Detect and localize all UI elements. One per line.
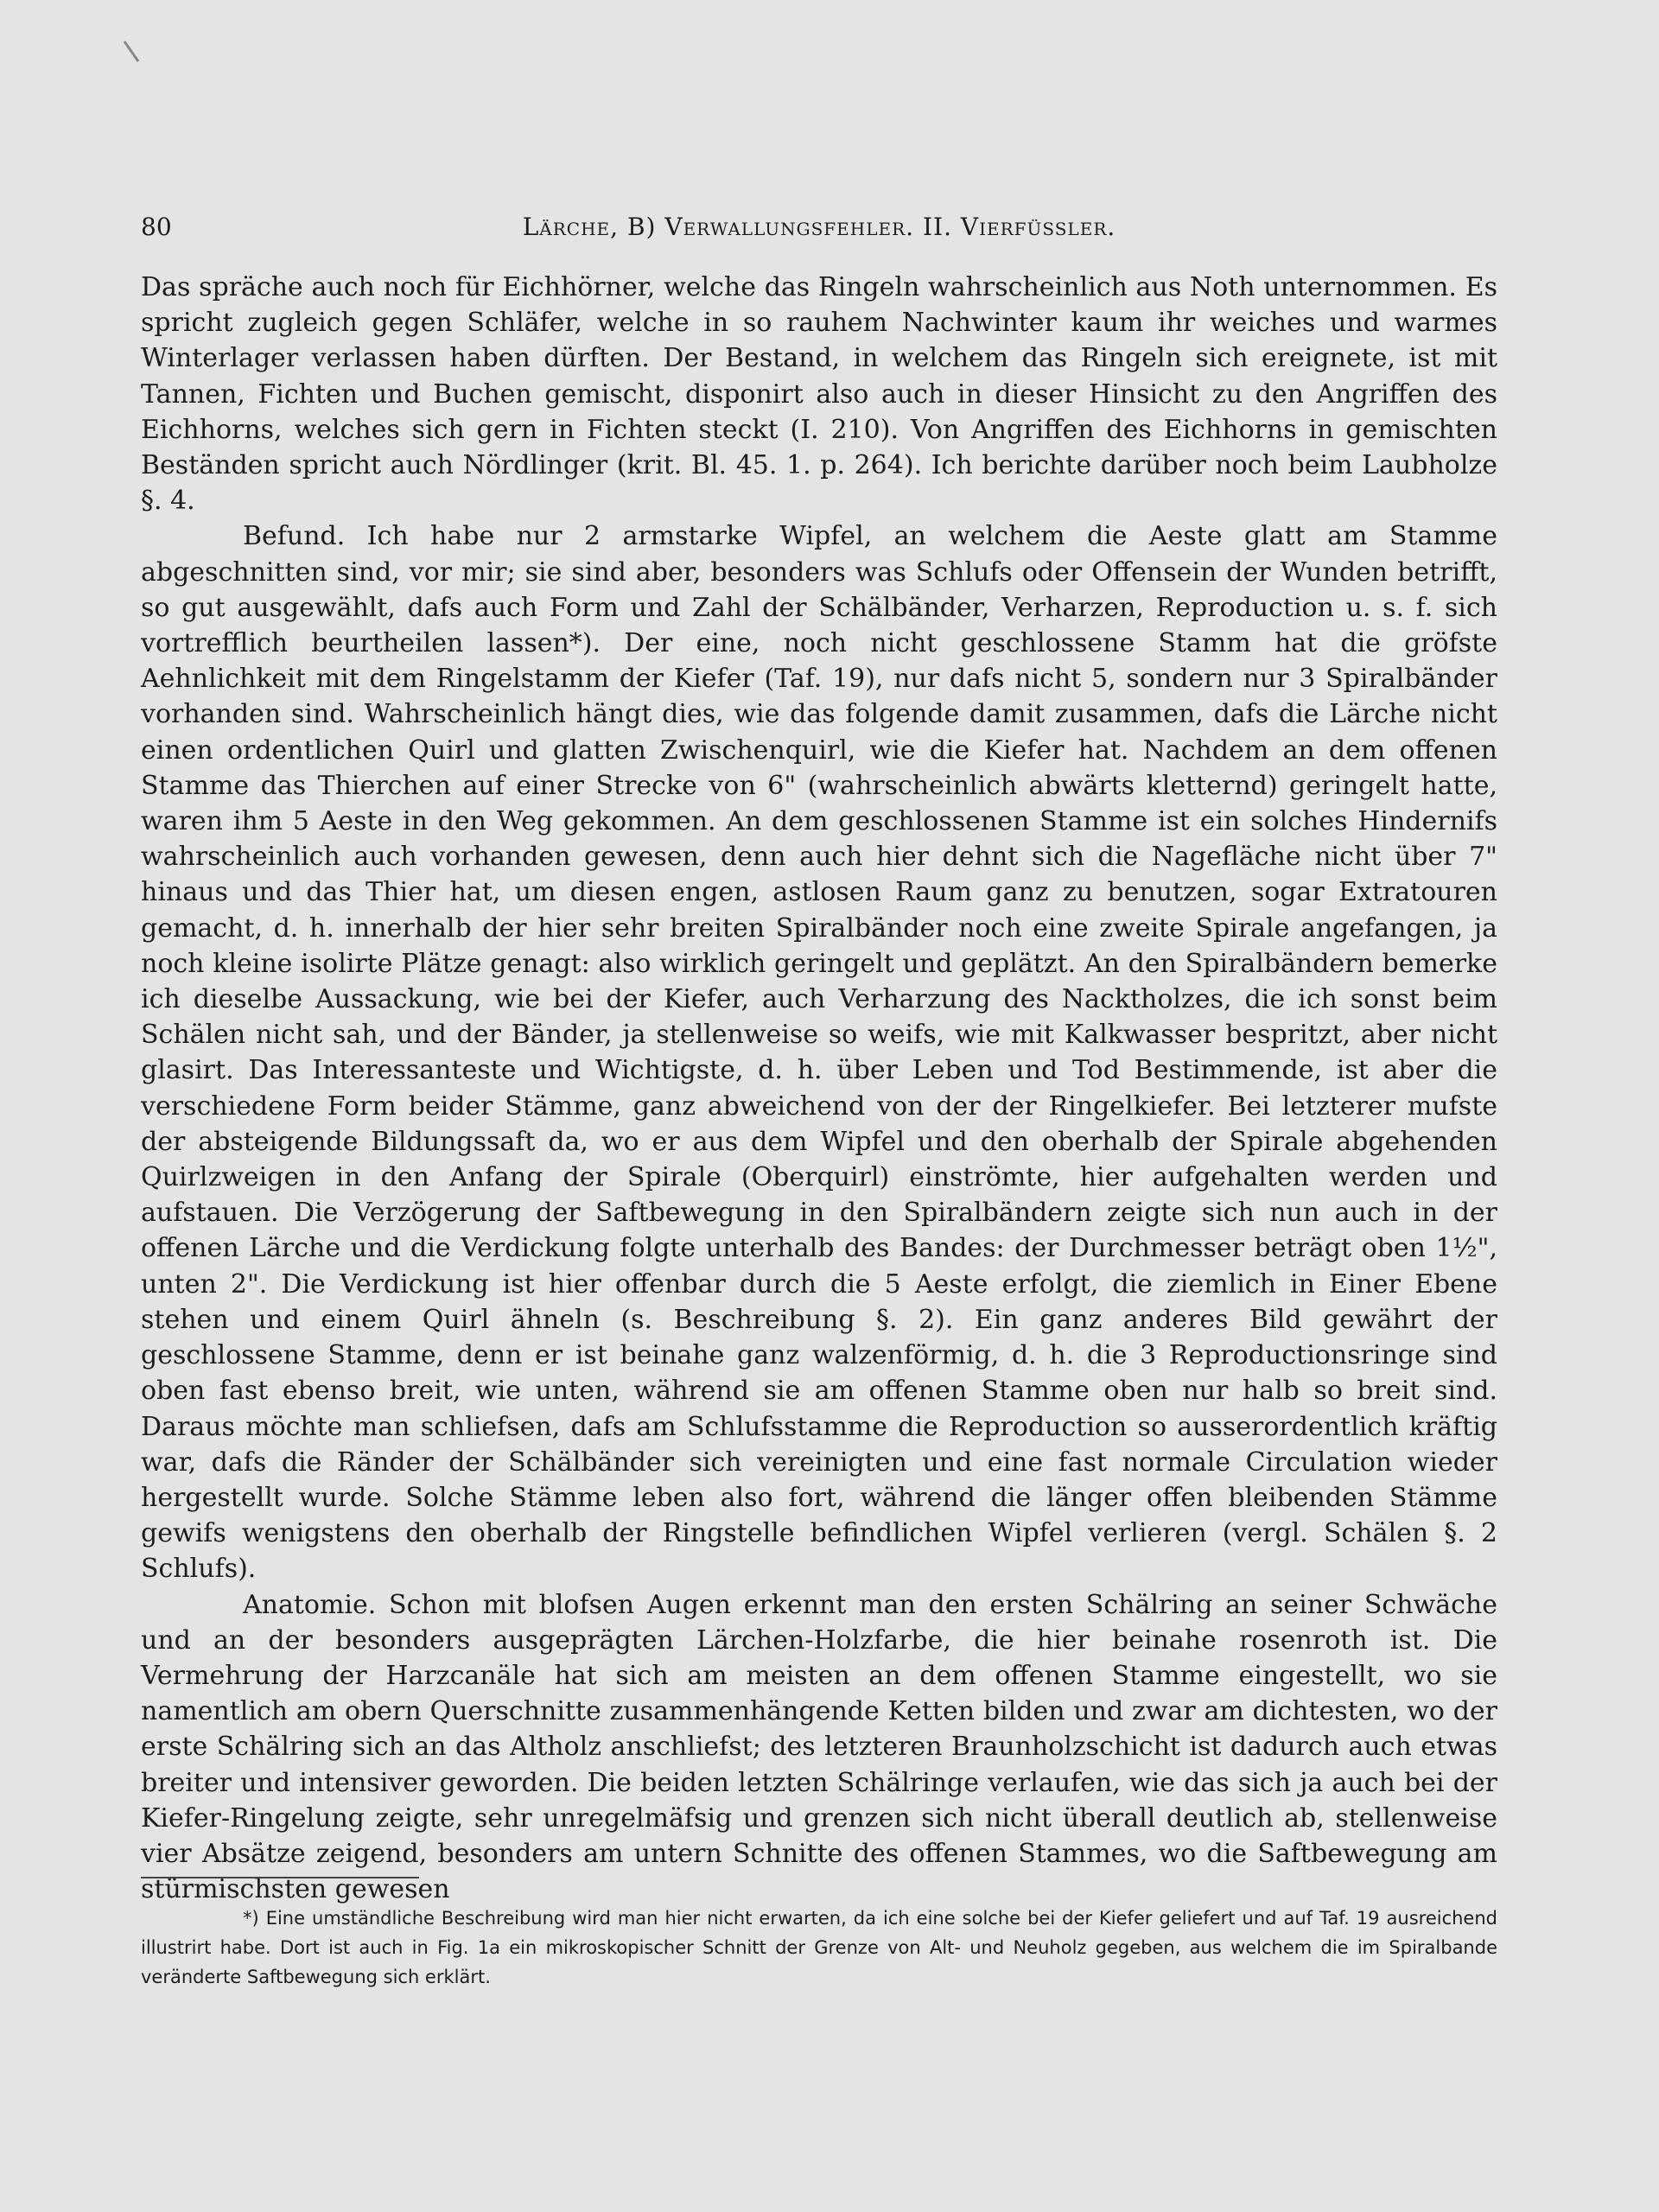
paragraph-befund: Befund. Ich habe nur 2 armstarke Wipfel, an welchem die Aeste glatt am Stamme abgeschnitten sind, vor mir; sie sind aber, besonders was Schlufs oder Offensein der Wunden betrifft, so gut ausgewählt, dafs auch Form und Zahl der Schälbänder, Verharzen, Reproduction u. s. f. sich vortrefflich beurtheilen lassen*). Der eine, noch nicht geschlossene Stamm hat die gröfste Aehnlichkeit mit dem Ringelstamm der Kiefer (Taf. 19), nur dafs nicht 5, sondern nur 3 Spiralbänder vorhanden sind. Wahrscheinlich hängt dies, wie das folgende damit zusammen, dafs die Lärche nicht einen ordentlichen Quirl und glatten Zwischenquirl, wie die Kiefer hat. Nachdem an dem offenen Stamme das Thierchen auf einer Strecke von 6" (wahrscheinlich abwärts kletternd) geringelt hatte, waren ihm 5 Aeste in den Weg gekommen. An dem geschlossenen Stamme ist ein solches Hindernifs wahrscheinlich auch vorhanden gewesen, denn auch hier dehnt sich die Nagefläche nicht über 7" hinaus und das Thier hat, um diesen engen, astlosen Raum ganz zu benutzen, sogar Extratouren gemacht, d. h. innerhalb der hier sehr breiten Spiralbänder noch eine zweite Spirale angefangen, ja noch kleine isolirte Plätze genagt: also wirklich geringelt und geplätzt. An den Spiralbändern bemerke ich dieselbe Aussackung, wie bei der Kiefer, auch Verharzung des Nacktholzes, die ich sonst beim Schälen nicht sah, und der Bänder, ja stellenweise so weifs, wie mit Kalkwasser bespritzt, aber nicht glasirt. Das Interessanteste und Wichtigste, d. h. über Leben und Tod Bestimmende, ist aber die verschiedene Form beider Stämme, ganz abweichend von der der Ringelkiefer. Bei letzterer mufste der absteigende Bildungssaft da, wo er aus dem Wipfel und den oberhalb der Spirale abgehenden Quirlzweigen in den Anfang der Spirale (Oberquirl) einströmte, hier aufgehalten werden und aufstauen. Die Verzögerung der Saftbewegung in den Spiralbändern zeigte sich nun auch in der offenen Lärche und die Verdickung folgte unterhalb des Bandes: der Durchmesser beträgt oben 1½", unten 2". Die Verdickung ist hier offenbar durch die 5 Aeste erfolgt, die ziemlich in Einer Ebene stehen und einem Quirl ähneln (s. Beschreibung §. 2). Ein ganz anderes Bild gewährt der geschlossene Stamme, denn er ist beinahe ganz walzenförmig, d. h. die 3 Reproductionsringe sind oben fast ebenso breit, wie unten, während sie am offenen Stamme oben nur halb so breit sind. Daraus möchte man schliefsen, dafs am Schlufsstamme die Reproduction so ausserordentlich kräftig war, dafs die Ränder der Schälbänder sich vereinigten und eine fast normale Circulation wieder hergestellt wurde. Solche Stämme leben also fort, während die länger offen bleibenden Stämme gewifs wenigstens den oberhalb der Ringstelle befindlichen Wipfel verlieren (vergl. Schälen §. 2 Schlufs). <box>141 521 1497 1585</box>
footnote-rule <box>141 1877 419 1878</box>
page-header <box>141 210 1497 245</box>
page-number: 80 <box>141 213 172 241</box>
paragraph-intro: Das spräche auch noch für Eichhörner, welche das Ringeln wahrscheinlich aus Noth unternommen. Es spricht zugleich gegen Schläfer, welche in so rauhem Nachwinter kaum ihr weiches und warmes Winterlager verlassen haben dürften. Der Bestand, in welchem das Ringeln sich ereignete, ist mit Tannen, Fichten und Buchen gemischt, disponirt also auch in dieser Hinsicht zu den Angriffen des Eichhorns, welches sich gern in Fichten steckt (I. 210). Von Angriffen des Eichhorns in gemischten Beständen spricht auch Nördlinger (krit. Bl. 45. 1. p. 264). Ich berichte darüber noch beim Laubholze §. 4. <box>141 272 1497 517</box>
footnote-text: *) Eine umständliche Beschreibung wird man hier nicht erwarten, da ich eine solche bei der Kiefer geliefert und auf Taf. 19 ausreichend illustrirt habe. Dort ist auch in Fig. 1a ein mikroskopischer Schnitt der Grenze von Alt- und Neuholz gegeben, aus welchem die im Spiralbande veränderte Saftbewegung sich erklärt. <box>141 1908 1497 1987</box>
footnote <box>141 1904 1497 1992</box>
pencil-mark <box>124 41 140 62</box>
paragraph-anatomie: Anatomie. Schon mit blofsen Augen erkennt man den ersten Schälring an seiner Schwäche und an der besonders ausgeprägten Lärchen-Holzfarbe, die hier beinahe rosenroth ist. Die Vermehrung der Harzcanäle hat sich am meisten an dem offenen Stamme eingestellt, wo sie namentlich am obern Querschnitte zusammenhängende Ketten bilden und zwar am dichtesten, wo der erste Schälring sich an das Altholz anschliefst; des letzteren Braunholzschicht ist dadurch auch etwas breiter und intensiver geworden. Die beiden letzten Schälringe verlaufen, wie das sich ja auch bei der Kiefer-Ringelung zeigte, sehr unregelmäfsig und grenzen sich nicht überall deutlich ab, stellenweise vier Absätze zeigend, besonders am untern Schnitte des offenen Stammes, wo die Saftbewegung am stürmischsten gewesen <box>141 1589 1497 1905</box>
body-text <box>141 270 1497 1907</box>
running-title: Lärche, B) Verwallungsfehler. II. Vierfüssler. <box>522 213 1116 241</box>
